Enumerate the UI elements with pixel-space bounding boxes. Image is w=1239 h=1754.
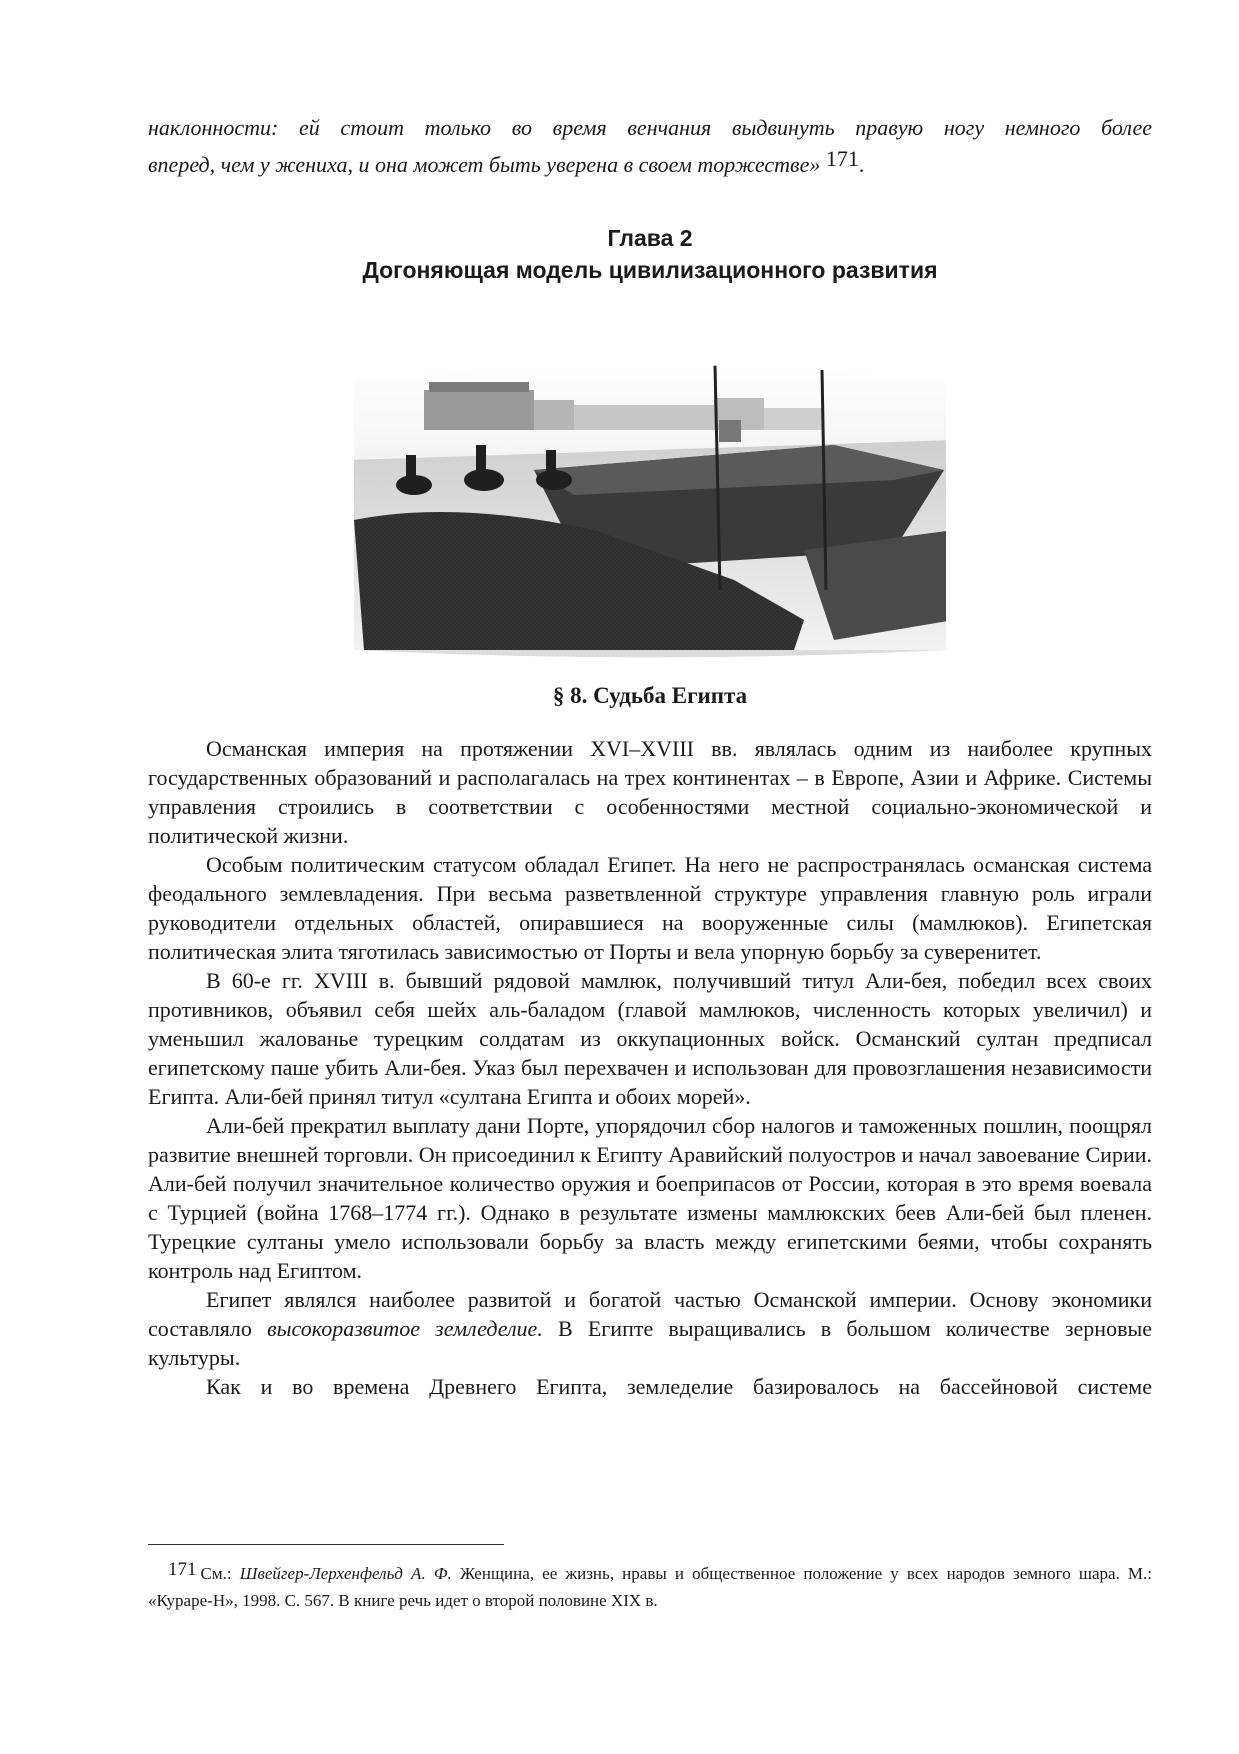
quote-continuation <box>148 112 1152 180</box>
paragraph-5 <box>148 1285 1152 1372</box>
paragraph-4: Али-бей прекратил выплату дани Порте, упорядочил сбор налогов и таможенных пошлин, поощрял развитие внешней торговли. Он присоединил к Египту Аравийский полуостров и начал завоевание Сирии. Али-бей получил значительное количество оружия и боеприпасов от России, которая в это время воевала с Турцией (война 1768–1774 гг.). Однако в результате измены мамлюкских беев Али-бей был пленен. Турецкие султаны умело использовали борьбу за власть между египетскими беями, чтобы сохранять контроль над Египтом. <box>148 1113 1152 1283</box>
quote-end-punct: . <box>858 152 865 177</box>
footnote <box>148 1556 1152 1614</box>
paragraph-5-italic: высокоразвитое земледелие. <box>267 1316 543 1341</box>
paragraph-3: В 60-е гг. XVIII в. бывший рядовой мамлюк, получивший титул Али-бея, победил всех своих противников, объявил себя шейх аль-баладом (главой мамлюков, численность которых увеличил) и уменьшил жалованье турецким солдатам из оккупационных войск. Османский султан предписал египетскому паше убить Али-бея. Указ был перехвачен и использован для провозглашения независимости Египта. Али-бей принял титул «султана Египта и обоих морей». <box>148 968 1152 1109</box>
footnote-number: 171 <box>168 1559 197 1580</box>
footnote-text: Женщина, ее жизнь, нравы и общественное положение у всех народов земного шара. М.: «Кураре-Н», 1998. С. 567. В книге речь идет о второй половине XIX в. <box>148 1564 1153 1610</box>
section-title: § 8. Судьба Египта <box>552 683 748 708</box>
quote-line-2-text: вперед, чем у жениха, и она может быть уверена в своем торжестве» <box>148 152 821 177</box>
quote-line-2 <box>148 143 1152 180</box>
footnote-prefix: См.: <box>200 1564 232 1583</box>
paragraph-6: Как и во времена Древнего Египта, земледелие базировалось на бассейновой системе <box>206 1374 1152 1399</box>
quote-line-1: наклонности: ей стоит только во время венчания выдвинуть правую ногу немного более <box>148 115 1152 140</box>
engraving-illustration <box>334 320 966 660</box>
chapter-number: Глава 2 <box>607 225 693 251</box>
footnote-author: Швейгер-Лерхенфельд А. Ф. <box>239 1564 452 1583</box>
body-text <box>148 734 1152 1401</box>
paragraph-1: Османская империя на протяжении XVI–XVIII вв. являлась одним из наиболее крупных государственных образований и располагалась на трех континентах – в Европе, Азии и Африке. Системы управления строились в соответствии с особенностями местной социально-экономической и политической жизни. <box>148 736 1152 848</box>
paragraph-2: Особым политическим статусом обладал Египет. На него не распространялась османская система феодального землевладения. При весьма разветвленной структуре управления главную роль играли руководители отдельных областей, опиравшиеся на вооруженные силы (мамлюков). Египетская политическая элита тяготилась зависимостью от Порты и вела упорную борьбу за суверенитет. <box>148 852 1152 964</box>
page-content <box>148 112 1152 1401</box>
chapter-heading <box>148 222 1152 286</box>
paragraph-5-a: Египет являлся наиболее развитой и богатой частью Османской империи. Основу экономики составляло <box>148 1287 1152 1341</box>
footnote-reference[interactable]: 171 <box>825 146 859 171</box>
footnote-divider <box>148 1544 504 1545</box>
paragraph-5-b: В Египте выращивались в большом количестве зерновые культуры. <box>148 1316 1153 1370</box>
chapter-title: Догоняющая модель цивилизационного развития <box>362 257 938 283</box>
engraving-parade-scene <box>334 320 966 660</box>
